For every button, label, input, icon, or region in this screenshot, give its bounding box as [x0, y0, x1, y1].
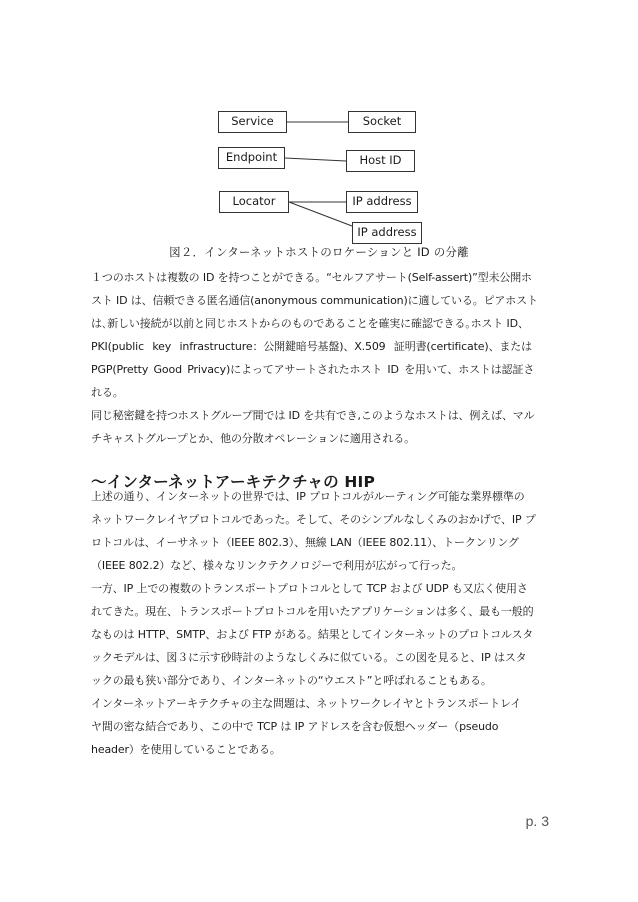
host-id-box: Host ID — [346, 150, 415, 172]
ip-address-box-1: IP address — [346, 191, 418, 213]
text-line: PGP(Pretty Good Privacy)によってアサートされたホスト ID を用いて、ホストは認証さ — [91, 363, 535, 376]
text-line: PKI(public key infrastructure：公開鍵暗号基盤)、X.509 証明書(certificate)、または — [91, 340, 532, 353]
text-line: ックの最も狭い部分であり、インターネットの“ウエスト”と呼ばれることもある。 — [91, 674, 492, 687]
section-heading: ～インターネットアーキテクチャの HIP — [91, 473, 376, 491]
paragraph-host-id — [91, 266, 547, 450]
text-line: １つのホストは複数の ID を持つことができる。“セルフアサート(Self-assert)”型未公開ホ — [91, 271, 532, 284]
text-line: header）を使用していることである。 — [91, 743, 281, 756]
text-line: れてきた。現在、トランスポートプロトコルを用いたアプリケーションは多く、最も一般的 — [91, 605, 534, 618]
connector-endpoint-hostid — [285, 158, 346, 161]
text-line: スト ID は、信頼できる匿名通信(anonymous communication)に適している。ピアホスト — [91, 294, 538, 307]
text-line: は､新しい接続が以前と同じホストからのものであることを確実に確認できる｡ホスト ID、 — [91, 317, 529, 330]
socket-box: Socket — [348, 111, 416, 133]
diagram-connectors — [0, 0, 638, 250]
paragraph-internet-architecture — [91, 485, 547, 761]
text-line: インターネットアーキテクチャの主な問題は、ネットワークレイヤとトランスポートレイ — [91, 697, 522, 710]
endpoint-box: Endpoint — [218, 147, 285, 169]
text-line: 上述の通り、インターネットの世界では、IP プロトコルがルーティング可能な業界標準の — [91, 490, 525, 503]
text-line: れる。 — [91, 386, 124, 399]
id-separation-diagram — [0, 0, 638, 250]
text-line: なものは HTTP、SMTP、および FTP がある。結果としてインターネットのプロトコルスタ — [91, 628, 534, 641]
text-line: ックモデルは、図３に示す砂時計のようなしくみに似ている。この図を見ると、IP はスタ — [91, 651, 527, 664]
text-line: （IEEE 802.2）など、様々なリンクテクノロジーで利用が広がって行った。 — [91, 559, 463, 572]
connector-locator-ip2 — [289, 202, 352, 226]
text-line: ヤ間の密な結合であり、この中で TCP は IP アドレスを含む仮想ヘッダー（pseudo — [91, 720, 499, 733]
ip-address-box-2: IP address — [352, 222, 422, 244]
service-box: Service — [218, 111, 287, 133]
page-number: p. 3 — [525, 813, 549, 829]
figure-caption: 図２．インターネットホストのロケーションと ID の分離 — [169, 245, 469, 259]
text-line: ネットワークレイヤプロトコルであった。そして、そのシンプルなしくみのおかげで、IP プ — [91, 513, 536, 526]
text-line: 一方、IP 上での複数のトランスポートプロトコルとして TCP および UDP も又広く使用さ — [91, 582, 528, 595]
locator-box: Locator — [219, 191, 289, 213]
text-line: ロトコルは、イーサネット（IEEE 802.3）、無線 LAN（IEEE 802.11）、トークンリング — [91, 536, 519, 549]
text-line: チキャストグループとか、他の分散オペレーションに適用される。 — [91, 432, 415, 445]
text-line: 同じ秘密鍵を持つホストグループ間では ID を共有でき,このようなホストは、例えば、マル — [91, 409, 535, 422]
